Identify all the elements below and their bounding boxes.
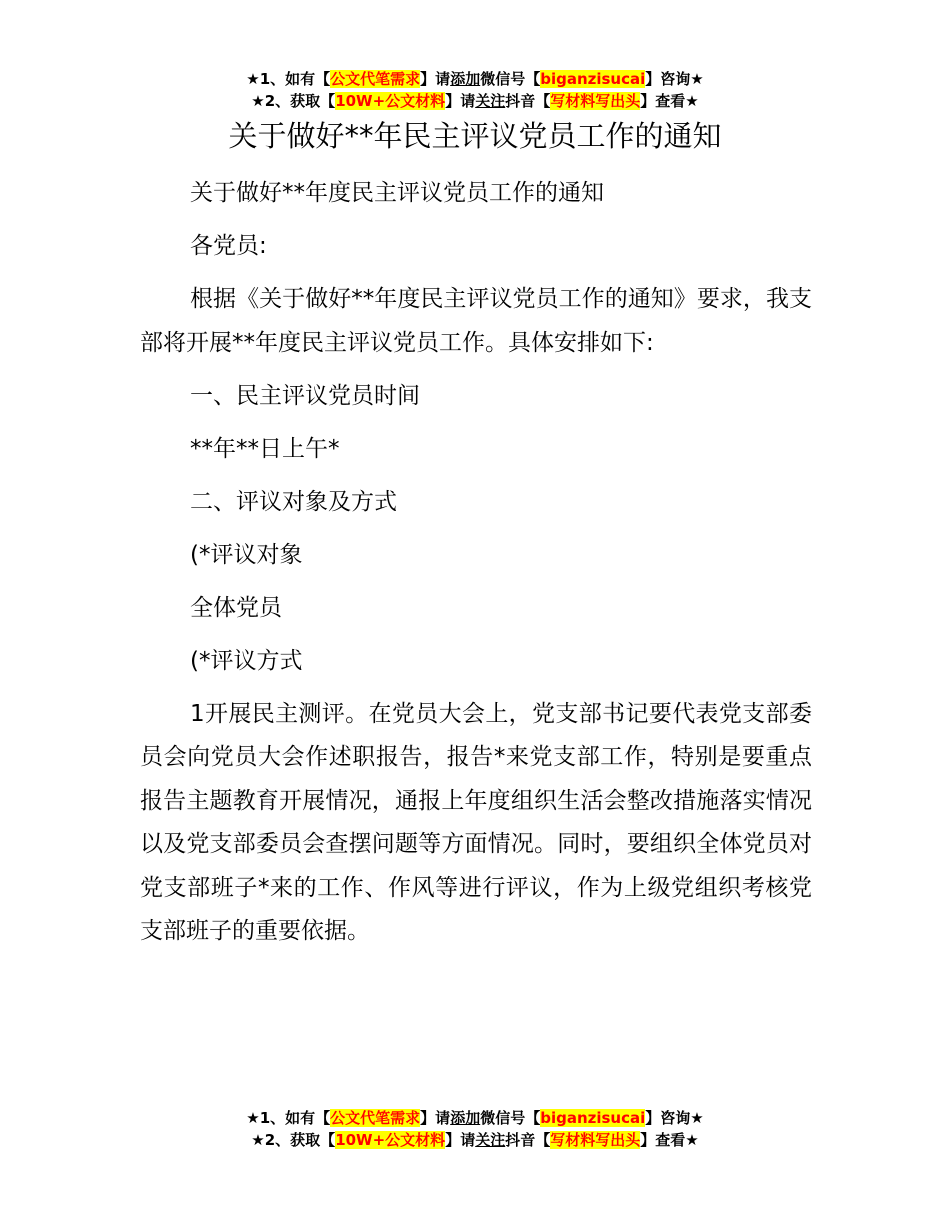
promo-emphasis: 关注 <box>475 1131 506 1149</box>
promo-emphasis: 关注 <box>475 92 506 110</box>
meeting-time: **年**日上午* <box>190 435 340 462</box>
subheading-targets: (*评议对象 <box>190 541 303 568</box>
section-heading-time: 一、民主评议党员时间 <box>190 382 420 409</box>
promo-line-1: ★1、如有【公文代笔需求】请添加微信号【biganzisucai】咨询★ <box>246 70 704 88</box>
document-body <box>140 172 812 963</box>
promo-emphasis: 添加 <box>450 1109 481 1127</box>
douyin-account: 写材料写出头 <box>550 1131 641 1149</box>
promo-line-2: ★2、获取【10W+公文材料】请关注抖音【写材料写出头】查看★ <box>251 92 699 110</box>
promo-line-1: ★1、如有【公文代笔需求】请添加微信号【biganzisucai】咨询★ <box>246 1109 704 1127</box>
wechat-id: biganzisucai <box>540 70 646 88</box>
subheading-method: (*评议方式 <box>190 647 303 674</box>
targets-text: 全体党员 <box>190 594 282 621</box>
promo-highlight: 10W+公文材料 <box>335 1131 446 1149</box>
salutation: 各党员: <box>190 233 267 259</box>
promo-emphasis: 添加 <box>450 70 481 88</box>
wechat-id: biganzisucai <box>540 1109 646 1127</box>
footer-promo-banner <box>0 1107 950 1151</box>
header-promo-banner <box>0 68 950 112</box>
promo-highlight: 公文代笔需求 <box>330 1109 421 1127</box>
method-paragraph: 1开展民主测评。在党员大会上，党支部书记要代表党支部委员会向党员大会作述职报告，报告*来党支部工作，特别是要重点报告主题教育开展情况，通报上年度组织生活会整改措施落实情况以及党支部委员会查摆问题等方面情况。同时，要组织全体党员对党支部班子*来的工作、作风等进行评议，作为上级党组织考核党支部班子的重要依据。 <box>140 700 812 944</box>
section-heading-targets: 二、评议对象及方式 <box>190 488 397 515</box>
document-subtitle: 关于做好**年度民主评议党员工作的通知 <box>190 180 604 206</box>
document-title: 关于做好**年民主评议党员工作的通知 <box>228 119 722 153</box>
promo-highlight: 公文代笔需求 <box>330 70 421 88</box>
intro-paragraph: 根据《关于做好**年度民主评议党员工作的通知》要求，我支部将开展**年度民主评议党员工作。具体安排如下: <box>140 286 812 356</box>
promo-highlight: 10W+公文材料 <box>335 92 446 110</box>
douyin-account: 写材料写出头 <box>550 92 641 110</box>
promo-line-2: ★2、获取【10W+公文材料】请关注抖音【写材料写出头】查看★ <box>251 1131 699 1149</box>
